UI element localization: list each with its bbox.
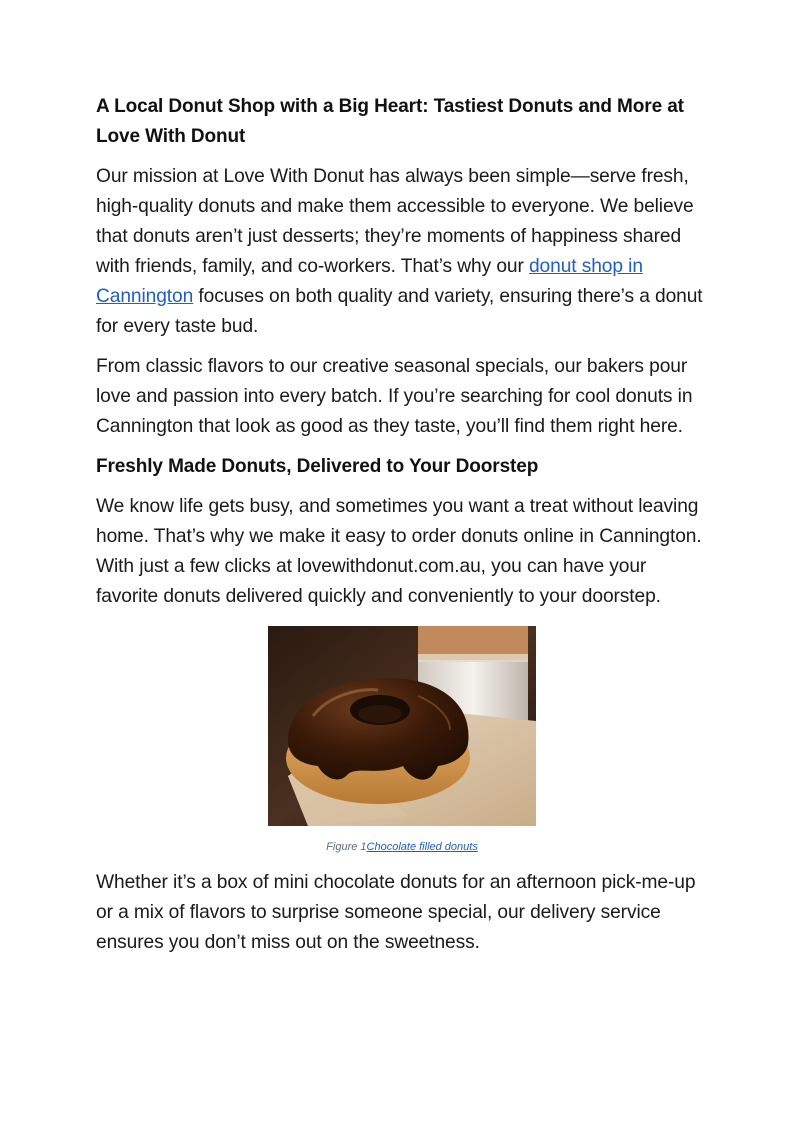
- caption-prefix: Figure 1: [326, 841, 367, 853]
- intro-text-after: focuses on both quality and variety, ensuring there’s a donut for every taste bud.: [96, 286, 703, 337]
- intro-paragraph: [96, 162, 708, 342]
- intro-text-before: Our mission at Love With Donut has always been simple—serve fresh, high-quality donuts and make them accessible to everyone. We believe that donuts aren’t just desserts; they’re moments of happiness shared with friends, family, and co-workers. That’s why our: [96, 166, 694, 277]
- section-heading: Freshly Made Donuts, Delivered to Your Doorstep: [96, 456, 539, 477]
- figure-caption: [326, 840, 478, 854]
- caption-link[interactable]: Chocolate filled donuts: [366, 841, 478, 853]
- figure: [96, 626, 708, 854]
- closing-paragraph: Whether it’s a box of mini chocolate donuts for an afternoon pick-me-up or a mix of flavors to surprise someone special, our delivery service ensures you don’t miss out on the sweetness.: [96, 872, 696, 953]
- flavors-paragraph: From classic flavors to our creative seasonal specials, our bakers pour love and passion into every batch. If you’re searching for cool donuts in Cannington that look as good as they taste, you’ll find them right here.: [96, 356, 693, 437]
- donut-shop-link[interactable]: donut shop in Cannington: [96, 256, 643, 307]
- delivery-paragraph: We know life gets busy, and sometimes you want a treat without leaving home. That’s why we make it easy to order donuts online in Cannington. With just a few clicks at lovewithdonut.com.au, you can have your favorite donuts delivered quickly and conveniently to your doorstep.: [96, 496, 702, 607]
- chocolate-donut-photo: [268, 626, 536, 826]
- article-title: A Local Donut Shop with a Big Heart: Tastiest Donuts and More at Love With Donut: [96, 96, 684, 147]
- document-page: [96, 92, 708, 958]
